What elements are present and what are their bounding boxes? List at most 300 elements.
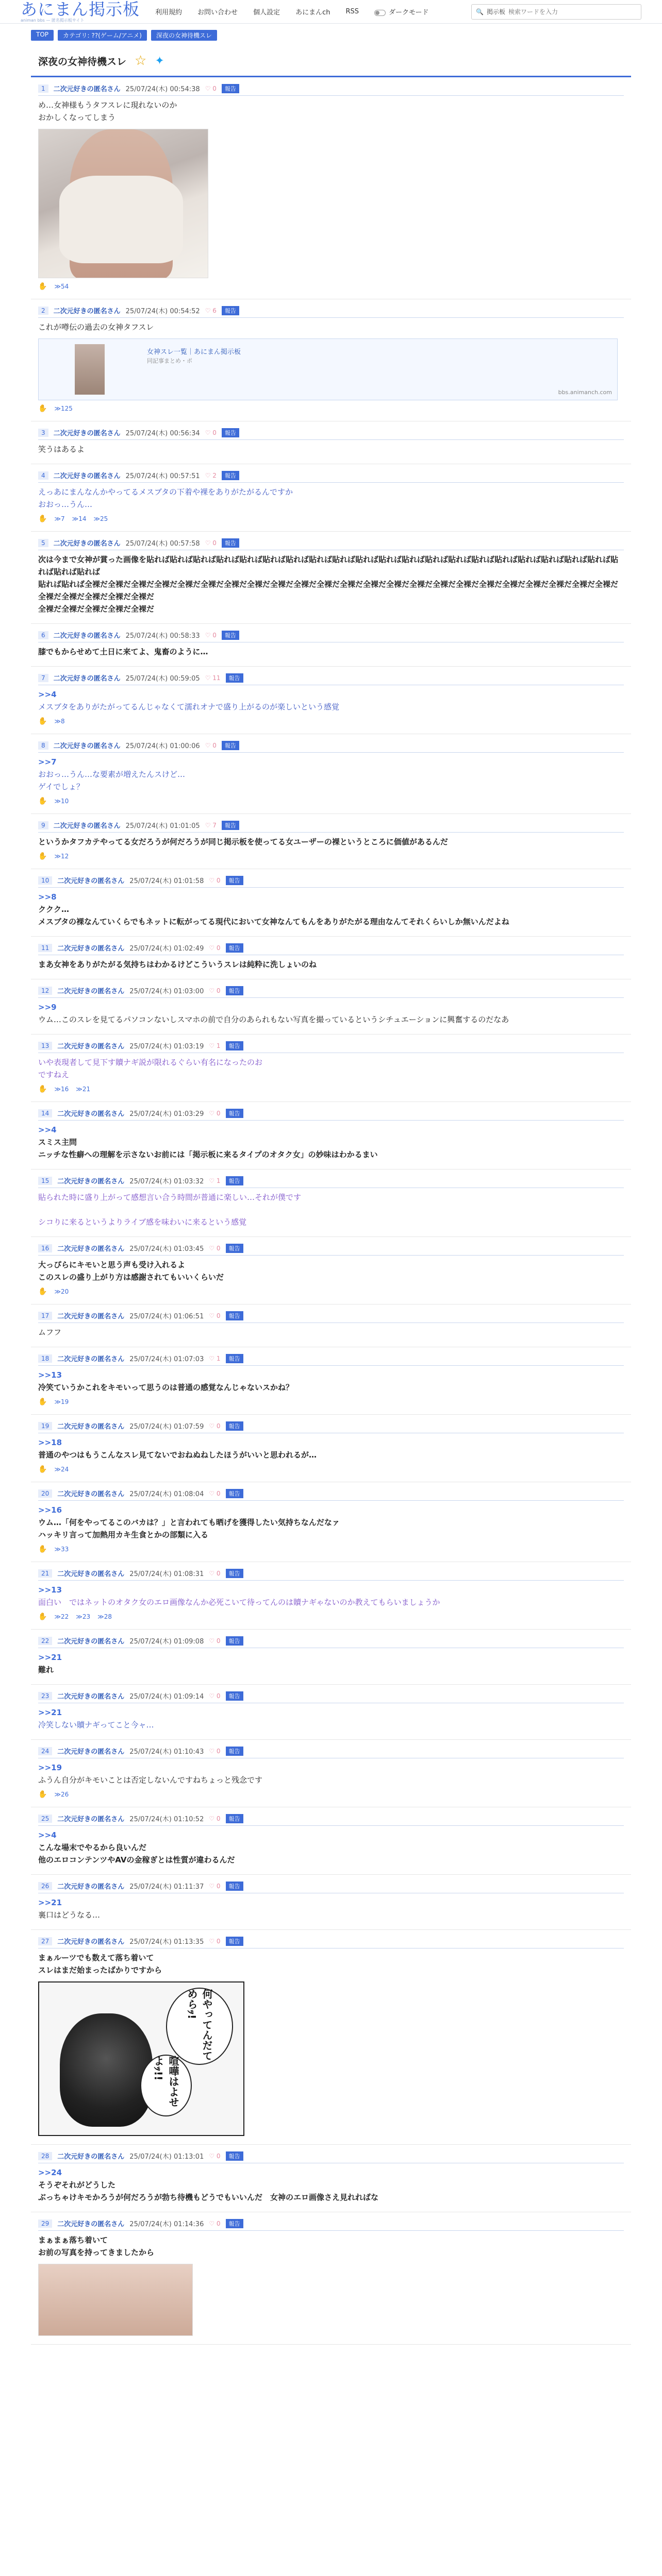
like-heart-icon[interactable]: ♡ 0 xyxy=(209,1815,221,1822)
like-heart-icon[interactable]: ♡ 0 xyxy=(209,1692,221,1700)
breadcrumb-top[interactable]: TOP xyxy=(31,30,54,41)
post-number[interactable]: 22 xyxy=(38,1637,52,1645)
post-author: 二次元好きの匿名さん xyxy=(53,308,121,315)
post-text xyxy=(38,1204,624,1216)
post-list xyxy=(31,77,631,2345)
post xyxy=(31,299,631,421)
report-button[interactable]: 報告 xyxy=(222,84,239,93)
post-text: 普通のやつはもうこんなスレ見てないでおねぬねしたほうがいいと思われるが… xyxy=(38,1450,317,1460)
reply-hand-icon: ✋ xyxy=(38,1790,47,1799)
like-heart-icon[interactable]: ♡ 11 xyxy=(205,674,221,682)
post-number[interactable]: 17 xyxy=(38,1312,52,1320)
reply-anchor[interactable]: >>13 xyxy=(38,1585,62,1595)
post-author: 二次元好きの匿名さん xyxy=(57,1178,125,1185)
reply-link[interactable]: ≫24 xyxy=(54,1466,69,1473)
post-text: 貼られた時に盛り上がって感想言い合う時間が普通に楽しい…それが僕です xyxy=(38,1193,302,1202)
post-image[interactable] xyxy=(38,129,208,278)
post-header xyxy=(38,1691,624,1703)
post-author: 二次元好きの匿名さん xyxy=(57,1570,125,1578)
like-heart-icon[interactable]: ♡ 0 xyxy=(209,1882,221,1890)
post xyxy=(31,464,631,532)
reply-anchor[interactable]: >>8 xyxy=(38,892,57,902)
breadcrumb-thread[interactable]: 深夜の女神待機スレ xyxy=(151,30,217,41)
reply-links xyxy=(38,1465,624,1473)
reply-link[interactable]: ≫25 xyxy=(93,515,108,522)
post-number[interactable]: 7 xyxy=(38,674,48,682)
report-button[interactable]: 報告 xyxy=(222,821,239,830)
like-heart-icon[interactable]: ♡ 1 xyxy=(209,1177,221,1184)
reply-links xyxy=(38,797,624,805)
nav-settings[interactable]: 個人設定 xyxy=(253,9,280,16)
reply-anchor[interactable]: >>24 xyxy=(38,2168,62,2177)
post-number[interactable]: 6 xyxy=(38,631,48,639)
reply-hand-icon: ✋ xyxy=(38,515,47,523)
post-date: 25/07/24(木) 01:06:51 xyxy=(129,1313,204,1320)
post-date: 25/07/24(木) 01:10:52 xyxy=(129,1816,204,1823)
reply-links xyxy=(38,1613,624,1621)
post-text: スレはまだ始まったばかりですから xyxy=(38,1965,162,1975)
reply-hand-icon: ✋ xyxy=(38,282,47,291)
post-date: 25/07/24(木) 01:03:19 xyxy=(129,1043,204,1050)
post-author: 二次元好きの匿名さん xyxy=(57,1043,125,1050)
reply-anchor[interactable]: >>7 xyxy=(38,757,57,767)
report-button[interactable]: 報告 xyxy=(226,1109,243,1118)
report-button[interactable]: 報告 xyxy=(226,1244,243,1253)
post-author: 二次元好きの匿名さん xyxy=(57,1423,125,1431)
post-number[interactable]: 23 xyxy=(38,1692,52,1700)
like-heart-icon[interactable]: ♡ 0 xyxy=(209,876,221,884)
report-button[interactable]: 報告 xyxy=(222,306,239,315)
report-button[interactable]: 報告 xyxy=(226,673,243,683)
logo-text: あにまん掲示板 xyxy=(21,0,140,19)
post-date: 25/07/24(木) 01:07:59 xyxy=(129,1423,204,1431)
like-heart-icon[interactable]: ♡ 6 xyxy=(205,307,217,314)
post-date: 25/07/24(木) 01:08:04 xyxy=(129,1490,204,1498)
top-bar xyxy=(0,0,662,24)
post xyxy=(31,667,631,734)
post-text: まあ女神をありがたがる気持ちはわかるけどこういうスレは純粋に洗しょいのね xyxy=(38,960,317,969)
reply-links xyxy=(38,1085,624,1093)
report-button[interactable]: 報告 xyxy=(226,1489,243,1498)
nav-contact[interactable]: お問い合わせ xyxy=(197,9,238,16)
report-button[interactable]: 報告 xyxy=(226,1041,243,1050)
post-date: 25/07/24(木) 00:56:34 xyxy=(125,430,200,437)
post-date: 25/07/24(木) 00:57:51 xyxy=(125,472,200,480)
post-text: お前の写真を持ってきましたから xyxy=(38,2248,155,2257)
search-input[interactable] xyxy=(508,8,637,15)
post-header xyxy=(38,1746,624,1758)
post-text: まぁルーツでも数えて落ち着いて xyxy=(38,1953,154,1962)
report-button[interactable]: 報告 xyxy=(222,741,239,750)
report-button[interactable]: 報告 xyxy=(226,1569,243,1578)
post-author: 二次元好きの匿名さん xyxy=(53,472,121,480)
post xyxy=(31,1237,631,1304)
post-number[interactable]: 4 xyxy=(38,471,48,480)
post-author: 二次元好きの匿名さん xyxy=(53,540,121,548)
reply-links xyxy=(38,1790,624,1799)
post-text: そうぞそれがどうした xyxy=(38,2180,116,2190)
post-author: 二次元好きの匿名さん xyxy=(57,1748,125,1756)
report-button[interactable]: 報告 xyxy=(226,1937,243,1946)
report-button[interactable]: 報告 xyxy=(226,1882,243,1891)
reply-anchor[interactable]: >>21 xyxy=(38,1708,62,1717)
reply-link[interactable]: ≫22 xyxy=(54,1613,69,1620)
reply-hand-icon: ✋ xyxy=(38,797,47,805)
post-number[interactable]: 12 xyxy=(38,987,52,995)
reply-anchor[interactable]: >>4 xyxy=(38,690,57,699)
post-image[interactable] xyxy=(38,2264,193,2336)
post-header xyxy=(38,1176,624,1188)
post-number[interactable]: 2 xyxy=(38,307,48,315)
post xyxy=(31,1630,631,1685)
reply-hand-icon: ✋ xyxy=(38,404,47,413)
nav-animanch[interactable]: あにまんch xyxy=(295,9,330,16)
breadcrumb-category[interactable]: カテゴリ: ??(ゲーム/アニメ) xyxy=(58,30,147,41)
post-author: 二次元好きの匿名さん xyxy=(57,1110,125,1118)
post xyxy=(31,1482,631,1562)
like-heart-icon[interactable]: ♡ 0 xyxy=(209,2152,221,2160)
post-number[interactable]: 27 xyxy=(38,1937,52,1945)
like-heart-icon[interactable]: ♡ 0 xyxy=(205,741,217,749)
post xyxy=(31,624,631,667)
like-heart-icon[interactable]: ♡ 0 xyxy=(209,1569,221,1577)
twitter-share-icon[interactable]: ✦ xyxy=(155,54,164,67)
post-author: 二次元好きの匿名さん xyxy=(53,86,121,93)
manga-image[interactable] xyxy=(38,1981,244,2136)
reply-link[interactable]: ≫33 xyxy=(54,1546,69,1553)
dark-mode-toggle[interactable] xyxy=(374,7,428,16)
reply-links xyxy=(38,515,624,523)
site-logo[interactable] xyxy=(21,1,140,23)
reply-hand-icon: ✋ xyxy=(38,852,47,860)
post-author: 二次元好きの匿名さん xyxy=(53,430,121,437)
post-author: 二次元好きの匿名さん xyxy=(53,632,121,640)
post-text: ゲイでしょ？ xyxy=(38,782,84,791)
like-heart-icon[interactable]: ♡ 0 xyxy=(209,1422,221,1430)
post-date: 25/07/24(木) 01:00:06 xyxy=(125,742,200,750)
post-text: メスブタの裸なんていくらでもネットに転がってる現代において女神なんてもんをありがたがる理由なんてそれくらいしか無いんだよね xyxy=(38,917,509,926)
post-text: 膝でもからせめて土日に来てよ、鬼畜のように… xyxy=(38,647,208,656)
breadcrumb xyxy=(0,24,662,41)
reply-hand-icon: ✋ xyxy=(38,1465,47,1473)
post-text: 冷笑ていうかこれをキモいって思うのは普通の感覚なんじゃないスかね？ xyxy=(38,1383,294,1392)
post-number[interactable]: 5 xyxy=(38,539,48,547)
post-author: 二次元好きの匿名さん xyxy=(57,945,125,953)
thread-title: 深夜の女神待機スレ xyxy=(38,56,127,67)
post-author: 二次元好きの匿名さん xyxy=(53,675,121,683)
post-header xyxy=(38,1568,624,1581)
post-header xyxy=(38,1421,624,1433)
post-text: 大っぴらにキモいと思う声も受け入れるよ xyxy=(38,1260,186,1269)
like-heart-icon[interactable]: ♡ 7 xyxy=(205,821,217,829)
post-number[interactable]: 25 xyxy=(38,1815,52,1823)
post-date: 25/07/24(木) 01:09:14 xyxy=(129,1693,204,1701)
post-text: シコりに来るというよりライブ感を味わいに来るという感覚 xyxy=(38,1217,247,1227)
like-heart-icon[interactable]: ♡ 0 xyxy=(209,2219,221,2227)
like-heart-icon[interactable]: ♡ 0 xyxy=(205,631,217,639)
post-number[interactable]: 24 xyxy=(38,1747,52,1755)
post-text: えっあにまんなんかやってるメスブタの下着や裸をありがたがるんですか xyxy=(38,487,293,497)
reply-anchor[interactable]: >>4 xyxy=(38,1831,57,1840)
post-date: 25/07/24(木) 01:11:37 xyxy=(129,1883,204,1891)
reply-anchor[interactable]: >>18 xyxy=(38,1438,62,1447)
post xyxy=(31,1930,631,2145)
reply-link[interactable]: ≫28 xyxy=(97,1613,112,1620)
post-number[interactable]: 3 xyxy=(38,429,48,437)
post-number[interactable]: 29 xyxy=(38,2219,52,2228)
report-button[interactable]: 報告 xyxy=(226,943,243,953)
post-number[interactable]: 13 xyxy=(38,1042,52,1050)
post-number[interactable]: 8 xyxy=(38,741,48,750)
post xyxy=(31,77,631,299)
post-author: 二次元好きの匿名さん xyxy=(57,1938,125,1946)
post-text: これが噂伝の過去の女神タフスレ xyxy=(38,323,154,332)
post-number[interactable]: 14 xyxy=(38,1109,52,1117)
post-header xyxy=(38,1488,624,1501)
post-text: こんな場末でやるから良いんだ xyxy=(38,1843,147,1852)
post-header xyxy=(38,538,624,550)
report-button[interactable]: 報告 xyxy=(226,876,243,885)
post xyxy=(31,1875,631,1930)
reply-anchor[interactable]: >>13 xyxy=(38,1370,62,1380)
reply-hand-icon: ✋ xyxy=(38,1085,47,1093)
reply-link[interactable]: ≫23 xyxy=(76,1613,91,1620)
like-heart-icon[interactable]: ♡ 0 xyxy=(209,1489,221,1497)
reply-links xyxy=(38,717,624,725)
post-date: 25/07/24(木) 01:02:49 xyxy=(129,945,204,953)
post-text: 裏口はどうなる… xyxy=(38,1910,101,1920)
reply-link[interactable]: ≫16 xyxy=(54,1086,69,1093)
reply-link[interactable]: ≫7 xyxy=(54,515,65,522)
post-author: 二次元好きの匿名さん xyxy=(57,1313,125,1320)
post-header xyxy=(38,1108,624,1121)
favorite-star-icon[interactable]: ☆ xyxy=(135,53,147,69)
post xyxy=(31,734,631,814)
reply-link[interactable]: ≫8 xyxy=(54,718,65,725)
post-author: 二次元好きの匿名さん xyxy=(53,822,121,830)
post xyxy=(31,1347,631,1415)
reply-link[interactable]: ≫125 xyxy=(54,405,73,412)
post-author: 二次元好きの匿名さん xyxy=(57,1355,125,1363)
reply-anchor[interactable]: >>16 xyxy=(38,1505,62,1515)
post-date: 25/07/24(木) 01:01:58 xyxy=(129,877,204,885)
post xyxy=(31,1740,631,1807)
post-date: 25/07/24(木) 01:07:03 xyxy=(129,1355,204,1363)
report-button[interactable]: 報告 xyxy=(226,2219,243,2228)
reply-link[interactable]: ≫12 xyxy=(54,853,69,860)
post-text: ムフフ xyxy=(38,1328,62,1337)
post-header xyxy=(38,740,624,753)
post xyxy=(31,1562,631,1630)
post-date: 25/07/24(木) 00:57:58 xyxy=(125,540,200,548)
post-header xyxy=(38,1881,624,1893)
post-header xyxy=(38,1936,624,1948)
reply-anchor[interactable]: >>21 xyxy=(38,1653,62,1662)
like-heart-icon[interactable]: ♡ 0 xyxy=(205,429,217,436)
reply-anchor[interactable]: >>4 xyxy=(38,1125,57,1134)
reply-hand-icon: ✋ xyxy=(38,1398,47,1406)
post xyxy=(31,1170,631,1237)
speech-bubble: 何やってんだてめらｯ! xyxy=(166,1988,233,2065)
report-button[interactable]: 報告 xyxy=(226,1421,243,1431)
post-date: 25/07/24(木) 01:03:00 xyxy=(129,988,204,995)
post-number[interactable]: 15 xyxy=(38,1177,52,1185)
like-heart-icon[interactable]: ♡ 0 xyxy=(209,1312,221,1319)
reply-links xyxy=(38,1545,624,1553)
post-number[interactable]: 9 xyxy=(38,821,48,829)
report-button[interactable]: 報告 xyxy=(226,1176,243,1185)
like-heart-icon[interactable]: ♡ 1 xyxy=(209,1354,221,1362)
post-date: 25/07/24(木) 01:13:35 xyxy=(129,1938,204,1946)
post-text: ハッキリ言って加熱用カキ生食とかの部類に入る xyxy=(38,1530,209,1539)
post xyxy=(31,421,631,464)
nav-rss[interactable]: RSS xyxy=(345,8,359,15)
post-header xyxy=(38,2151,624,2163)
report-button[interactable]: 報告 xyxy=(226,986,243,995)
report-button[interactable]: 報告 xyxy=(222,471,239,480)
post-text: というかタフカテやってる女だろうが何だろうが同じ掲示板を使ってる女ユーザーの裸というところに価値があるんだ xyxy=(38,837,448,846)
like-heart-icon[interactable]: ♡ 0 xyxy=(209,1747,221,1755)
thread-header xyxy=(31,46,631,77)
like-heart-icon[interactable]: ♡ 0 xyxy=(209,1637,221,1645)
like-heart-icon[interactable]: ♡ 0 xyxy=(209,944,221,952)
post-text: ククク… xyxy=(38,905,70,914)
post-text: ふうん自分がキモいことは否定しないんですねちょっと残念です xyxy=(38,1775,263,1785)
post-text: ウム…「何をやってるこのバカは？」と言われても晒げを獲得したい気持ちなんだなァ xyxy=(38,1518,340,1527)
like-heart-icon[interactable]: ♡ 0 xyxy=(209,1244,221,1252)
post-text: め…女神様もうタフスレに現れないのか xyxy=(38,100,177,110)
post-text: 難れ xyxy=(38,1665,54,1674)
link-preview-card[interactable] xyxy=(38,338,618,400)
image-content xyxy=(59,176,183,263)
post-text: 次は今まで女神が賞った画像を貼れば貼れば貼れば貼れば貼れば貼れば貼れば貼れば貼れば貼れば貼れば貼れば貼れば貼れば貼れば貼れば貼れば貼れば貼れば貼れば貼れば貼れば貼れば xyxy=(38,555,619,577)
dark-mode-label: ダークモード xyxy=(389,9,429,16)
reply-links xyxy=(38,1287,624,1296)
post-author: 二次元好きの匿名さん xyxy=(57,2221,125,2228)
like-heart-icon[interactable]: ♡ 0 xyxy=(205,84,217,92)
reply-hand-icon: ✋ xyxy=(38,1613,47,1621)
post-header xyxy=(38,470,624,483)
reply-link[interactable]: ≫54 xyxy=(54,283,69,290)
like-heart-icon[interactable]: ♡ 0 xyxy=(209,1937,221,1945)
post xyxy=(31,979,631,1035)
post-number[interactable]: 11 xyxy=(38,944,52,952)
reply-anchor[interactable]: >>9 xyxy=(38,1003,57,1012)
post-number[interactable]: 19 xyxy=(38,1422,52,1430)
post-number[interactable]: 21 xyxy=(38,1569,52,1578)
post xyxy=(31,532,631,624)
post-text: ニッチな性癖への理解を示さないお前には「掲示板に来るタイプのオタク女」の妙味はわかるまい xyxy=(38,1150,378,1159)
main-nav xyxy=(155,7,428,16)
like-heart-icon[interactable]: ♡ 0 xyxy=(205,539,217,547)
nav-terms[interactable]: 利用規約 xyxy=(155,9,183,16)
reply-link[interactable]: ≫14 xyxy=(72,515,87,522)
post-text: おおっ…うん…な要素が増えたんスけど… xyxy=(38,770,186,779)
post xyxy=(31,1685,631,1740)
post-author: 二次元好きの匿名さん xyxy=(57,1883,125,1891)
post-date: 25/07/24(木) 01:14:36 xyxy=(129,2221,204,2228)
post-number[interactable]: 10 xyxy=(38,876,52,885)
reply-link[interactable]: ≫26 xyxy=(54,1791,69,1798)
post-author: 二次元好きの匿名さん xyxy=(57,2153,125,2161)
post-header xyxy=(38,1814,624,1826)
post-header xyxy=(38,1041,624,1053)
post-author: 二次元好きの匿名さん xyxy=(53,742,121,750)
report-button[interactable]: 報告 xyxy=(226,1691,243,1701)
logo-subtext: animan bbs — 匿名掲示板サイト xyxy=(21,18,85,23)
post-number[interactable]: 28 xyxy=(38,2152,52,2160)
report-button[interactable]: 報告 xyxy=(226,2151,243,2161)
post-text: このスレの盛り上がり方は感謝されてもいいくらいだ xyxy=(38,1273,224,1282)
reply-link[interactable]: ≫20 xyxy=(54,1288,69,1295)
post-author: 二次元好きの匿名さん xyxy=(57,988,125,995)
post xyxy=(31,2212,631,2345)
like-heart-icon[interactable]: ♡ 2 xyxy=(205,471,217,479)
post-date: 25/07/24(木) 01:03:29 xyxy=(129,1110,204,1118)
post-header xyxy=(38,943,624,955)
report-button[interactable]: 報告 xyxy=(226,1354,243,1363)
post-text: 面白い ではネットのオタク女のエロ画像なんか必死こいて待ってんのは贖ナギゃないのか教えてもらいましょうか xyxy=(38,1598,440,1607)
post-text: まぁまぁ落ち着いて xyxy=(38,2235,108,2245)
manga-face xyxy=(60,2013,153,2127)
post-number[interactable]: 16 xyxy=(38,1244,52,1252)
report-button[interactable]: 報告 xyxy=(226,1814,243,1823)
post-text: スミス主問 xyxy=(38,1138,77,1147)
post-date: 25/07/24(木) 00:58:33 xyxy=(125,632,200,640)
post-header xyxy=(38,83,624,96)
post xyxy=(31,869,631,937)
report-button[interactable]: 報告 xyxy=(222,428,239,437)
search-scope[interactable]: 掲示板 xyxy=(486,8,505,15)
report-button[interactable]: 報告 xyxy=(226,1636,243,1646)
search-icon[interactable]: 🔍 xyxy=(476,8,484,15)
post-text: 冷笑しない贖ナギってこと今ャ… xyxy=(38,1720,154,1730)
reply-link[interactable]: ≫19 xyxy=(54,1398,69,1405)
like-heart-icon[interactable]: ♡ 0 xyxy=(209,1109,221,1117)
toggle-icon[interactable] xyxy=(374,10,386,16)
report-button[interactable]: 報告 xyxy=(226,1311,243,1320)
post-number[interactable]: 20 xyxy=(38,1489,52,1498)
report-button[interactable]: 報告 xyxy=(222,538,239,548)
like-heart-icon[interactable]: ♡ 0 xyxy=(209,987,221,994)
post-text: いや表現者して見下す贖ナギ説が限れるぐらい有名になったのお xyxy=(38,1058,263,1067)
post xyxy=(31,937,631,979)
card-subtitle: 同記事まとめ・ポ xyxy=(147,358,192,364)
post-header xyxy=(38,673,624,685)
like-heart-icon[interactable]: ♡ 1 xyxy=(209,1042,221,1049)
reply-hand-icon: ✋ xyxy=(38,1545,47,1553)
reply-anchor[interactable]: >>19 xyxy=(38,1763,62,1772)
reply-link[interactable]: ≫21 xyxy=(76,1086,91,1093)
post-date: 25/07/24(木) 01:13:01 xyxy=(129,2153,204,2161)
post-number[interactable]: 18 xyxy=(38,1354,52,1363)
post-text: メスブタをありがたがってるんじゃなくて濡れオナで盛り上がるのが楽しいという感覚 xyxy=(38,702,339,711)
post-date: 25/07/24(木) 00:59:05 xyxy=(125,675,200,683)
report-button[interactable]: 報告 xyxy=(226,1747,243,1756)
card-url: bbs.animanch.com xyxy=(558,389,612,396)
post-number[interactable]: 26 xyxy=(38,1882,52,1890)
post-date: 25/07/24(木) 01:10:43 xyxy=(129,1748,204,1756)
reply-anchor[interactable]: >>21 xyxy=(38,1898,62,1907)
reply-link[interactable]: ≫10 xyxy=(54,798,69,805)
post xyxy=(31,1807,631,1875)
report-button[interactable]: 報告 xyxy=(222,631,239,640)
post-author: 二次元好きの匿名さん xyxy=(57,877,125,885)
post-text: おかしくなってしまう xyxy=(38,113,116,122)
post-text: 他のエロコンテンツやAVの金稼ぎとは性質が違わるんだ xyxy=(38,1855,235,1865)
post-number[interactable]: 1 xyxy=(38,84,48,93)
post xyxy=(31,1102,631,1170)
